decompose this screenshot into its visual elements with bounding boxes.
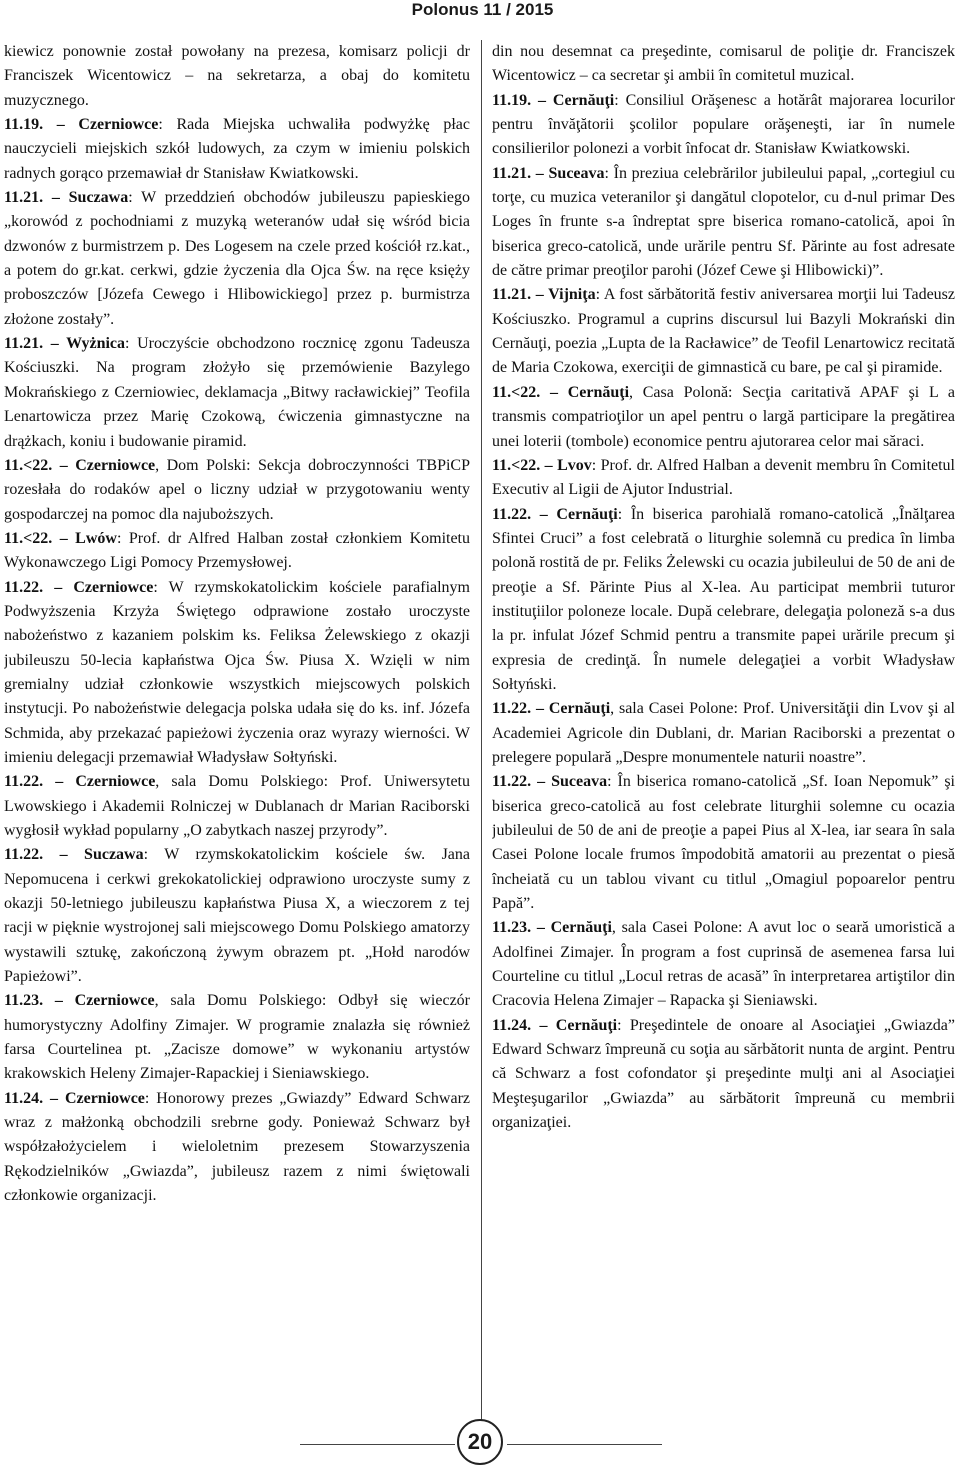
chronicle-entry: [4, 186, 470, 332]
footer-rule-left: [300, 1444, 455, 1445]
chronicle-entry: [4, 576, 470, 771]
chronicle-entry: [4, 1087, 470, 1209]
chronicle-entry: [492, 89, 955, 162]
chronicle-entry: [4, 527, 470, 576]
entry-date: 11.22. –: [492, 700, 549, 718]
entry-place: Lvov: [557, 456, 592, 474]
chronicle-entry: [4, 454, 470, 527]
entry-text: : W przeddzień obchodów jubileuszu papieskiego „korowód z pochodniami z muzyką weteranów udał się wśród bicia dzwonów z burmistrzem p. Des Logesem na czele przed kościół rz.kat., a potem do gr.kat. cerkwi, gdzie życzenia dla Ojca Św. na ręce księży proboszczów [Józefa Cewego i Hlibowickiego] przez p. burmistrza złożone zostały”.: [4, 189, 470, 328]
chronicle-entry: [492, 1014, 955, 1136]
entry-date: 11.<22. –: [4, 529, 76, 547]
entry-date: 11.22. –: [4, 846, 85, 864]
chronicle-entry: [4, 113, 470, 186]
entry-place: Suceava: [551, 773, 608, 791]
entry-date: 11.24. –: [492, 1016, 556, 1034]
entry-text: : Prof. dr. Alfred Halban a devenit membru în Comitetul Executiv al Ligii de Ajutor Industrial.: [492, 456, 955, 499]
entry-text: , sala Domu Polskiego: Odbył się wieczór humorystyczny Adolfiny Zimajer. W programie znalazła się również farsa Courtelinea pt. „Zacisze domowe” w wykonaniu artystów krakowskich Heleny Zimajer-Rapackiej i Sieniawskiego.: [4, 992, 470, 1083]
chronicle-entry: [492, 381, 955, 454]
entry-place: Suczawa: [68, 189, 129, 207]
page-number: 20: [467, 1429, 493, 1454]
entry-text: : În biserica romano-catolică „Sf. Ioan Nepomuk” şi biserica greco-catolică au fost celebrate liturghii solemne cu ocazia jubileului de 50 de ani de preoţie a papei Pius al X-lea, iar seara în sala Casei Polone locale frumos împodobită amatorii au prezentat o piesă încheiată cu un tablou vivant cu titlul „Omagiul popoarelor pentru Papă”.: [492, 773, 955, 913]
entry-text: : Honorowy prezes „Gwiazdy” Edward Schwarz wraz z małżonką obchodzili srebrne gody. Ponieważ Schwarz był współzałożycielem i wieloletnim prezesem Stowarzyszenia Rękodzielników „Gwiazda”, jubileusz razem z nimi świętowali członkowie organizacji.: [4, 1089, 470, 1205]
paragraph-continuation: [4, 40, 470, 113]
page-number-badge: [457, 1419, 503, 1465]
chronicle-entry: [492, 770, 955, 916]
entry-date: 11.<22. –: [492, 456, 558, 474]
entry-date: 11.24. –: [4, 1089, 65, 1107]
entry-text: : W rzymskokatolickim kościele parafialnym Podwyższenia Krzyża Świętego odprawione zostało uroczyste nabożeństwo z kazaniem polskim ks. Feliksa Żelewskiego z okazji jubileuszu 50-lecia kapłaństwa Ojca Św. Piusa X. Wzięli w nim gremialny udział członkowie wszystkich miejscowych polskich instytucji. Po nabożeństwie delegacja polska udała się do ks. inf. Józefa Schmida, aby przekazać papieżowi życzenia oraz wyrazy wierności. W imieniu delegacji przemawiał Władysław Sołtyński.: [4, 578, 470, 766]
right-column-romanian: [492, 40, 955, 1440]
entry-place: Czerniowce: [78, 116, 159, 134]
entry-place: Cernăuţi: [550, 919, 612, 937]
entry-text: , Casa Polonă: Secţia caritativă APAF şi L a transmis compatrioţilor un apel pentru o largă participare la pregătirea unei loterii (tombole) economice pentru ajutorarea celor mai săraci.: [492, 383, 955, 450]
chronicle-entry: [4, 989, 470, 1086]
chronicle-entry: [4, 332, 470, 454]
entry-place: Czerniowce: [75, 456, 156, 474]
chronicle-entry: [492, 697, 955, 770]
entry-text: , sala Casei Polone: Prof. Universităţii din Lvov şi al Academiei Agricole din Dublani, dr. Marian Raciborski a prezentat o prelegere populară „Despre monumentele naturii noastre”.: [492, 700, 955, 766]
entry-place: Vijniţa: [548, 286, 596, 304]
entry-text: , sala Casei Polone: A avut loc o seară umoristică a Adolfinei Zimajer. În program a fost cuprinsă de asemenea farsa lui Courteline cu titlul „Locul retras de acasă” în interpretarea artiştilor din Cracovia Helena Zimajer – Rapacka şi Sieniawski.: [492, 919, 955, 1010]
entry-text: : În preziua celebrărilor jubileului papal, „cortegiul cu torţe, cu muzica veteranilor şi dangătul clopotelor, cu d-nul primar Des Loges în frunte s-a îndreptat spre biserica romano-catolică, apoi în biserica greco-catolică, unde urările pentru Sf. Părinte au fost adresate de către primar preoţilor parohi (Józef Cewe şi Hlibowicki)”.: [492, 164, 955, 280]
entry-place: Cernăuţi: [548, 700, 611, 718]
entry-place: Wyżnica: [66, 335, 126, 353]
entry-date: 11.22. –: [4, 578, 74, 596]
entry-text: : Uroczyście obchodzono rocznicę zgonu Tadeusza Kościuszki. Na program złożyło się przemówienie Bazylego Mokrańskiego z Czerniowiec, deklamacja „Bitwy racławickiej” Teofila Lenartowicza przez Marię Czokową, ćwiczenia gimnastyczne na drążkach, koniu i budowanie piramid.: [4, 335, 470, 450]
chronicle-entry: [492, 283, 955, 380]
chronicle-entry: [4, 770, 470, 843]
entry-text: , sala Domu Polskiego: Prof. Uniwersytetu Lwowskiego i Akademii Rolniczej w Dublanach dr Marian Raciborski wygłosił wykład popularny „O zabytkach naszej przyrody”.: [4, 773, 470, 839]
chronicle-entry: [492, 454, 955, 503]
chronicle-entry: [492, 916, 955, 1013]
entry-place: Cernăuţi: [552, 91, 615, 109]
entry-place: Suceava: [548, 164, 605, 182]
entry-text: : Rada Miejska uchwaliła podwyżkę płac nauczycieli miejskich szkół ludowych, za czym w imieniu polskich radnych gorąco przemawiał dr Stanisław Kwiatkowski.: [4, 116, 470, 182]
entry-place: Czerniowce: [74, 992, 155, 1010]
entry-place: Suczawa: [84, 846, 144, 864]
entry-place: Cernăuţi: [567, 383, 630, 401]
footer-rule-right: [507, 1444, 662, 1445]
entry-text: : Prof. dr Alfred Halban został członkiem Komitetu Wykonawczego Ligi Pomocy Przemysłowej.: [4, 529, 470, 572]
entry-date: 11.<22. –: [492, 383, 568, 401]
entry-place: Cernăuţi: [555, 1016, 618, 1034]
entry-text: , Dom Polski: Sekcja dobroczynności TBPiCP rozesłała do rodaków apel o liczny udział w przygotowaniu wenty gospodarczej na pomoc dla najuboższych.: [4, 456, 470, 523]
entry-date: 11.19. –: [4, 116, 79, 134]
entry-date: 11.21. –: [492, 286, 549, 304]
chronicle-entry: [492, 162, 955, 284]
chronicle-entry: [492, 503, 955, 698]
entry-date: 11.<22. –: [4, 456, 76, 474]
entry-date: 11.22. –: [4, 773, 76, 791]
paragraph-text: kiewicz ponownie został powołany na prezesa, komisarz policji dr Franciszek Wicentowicz – na sekretarza, a obaj do komitetu muzycznego.: [4, 43, 470, 109]
entry-text: : A fost sărbătorită festiv aniversarea morţii lui Tadeusz Kościuszko. Programul a cuprins discursul lui Bazyli Mokrański din Cernăuţi, poezia „Lupta de la Racławice” de Teofil Lenartowicz recitată de Maria Czokowa, exerciţii de gimnastică cu bare, pe cal şi piramide.: [492, 286, 955, 377]
entry-date: 11.22. –: [492, 505, 557, 523]
entry-text: : W rzymskokatolickim kościele św. Jana Nepomucena i cerkwi grekokatolickiej odprawiono uroczyste sumy z okazji 50-letniego jubileuszu kapłaństwa Piusa X, a wieczorem z tej racji w pięknie wystrojonej sali miejscowego Domu Polskiego amatorzy wystawili sztukę, zakończoną żywym obrazem pt. „Hołd narodów Papieżowi”.: [4, 846, 470, 986]
entry-date: 11.21. –: [492, 164, 549, 182]
column-divider: [481, 40, 482, 1425]
entry-place: Czerniowce: [73, 578, 154, 596]
entry-date: 11.19. –: [492, 91, 553, 109]
entry-place: Lwów: [75, 529, 117, 547]
chronicle-entry: [4, 843, 470, 989]
entry-date: 11.23. –: [492, 919, 551, 937]
entry-text: : În biserica parohială romano-catolică „Înălţarea Sfintei Cruci” a fost celebrată o liturghie solemnă cu predica în limba polonă rostită de pr. Feliks Żelewski cu ocazia jubileului de 50 de ani de preoţie a Sf. Părinte Pius al X-lea. Au participat membrii tuturor instituţiilor poloneze locale. După celebrare, delegaţia poloneză s-a dus la pr. infulat Józef Schmid pentru a transmite papei urările precum şi expresia de credinţă. În numele delegaţiei a vorbit Władysław Sołtyński.: [492, 505, 955, 693]
entry-place: Czerniowce: [64, 1089, 145, 1107]
entry-text: : Consiliul Orăşenesc a hotărât majorarea locurilor pentru învăţătorii şcolilor populare orăşeneşti, iar în numele consilierilor polonezi a vorbit înfocat dr. Stanisław Kwiatkowski.: [492, 91, 955, 158]
paragraph-continuation: [492, 40, 955, 89]
page-header: Polonus 11 / 2015: [411, 0, 554, 19]
left-column-polish: [4, 40, 470, 1440]
entry-date: 11.21. –: [4, 335, 67, 353]
entry-text: : Preşedintele de onoare al Asociaţiei „Gwiazda” Edward Schwarz împreună cu soţia au sărbătorit nunta de argint. Pentru că Schwarz a fost cofondator şi preşedinte mulţi ani al Asociaţiei Meşteşugarilor „Gwiazda” au sărbătorit împreună cu membrii organizaţiei.: [492, 1016, 955, 1132]
entry-date: 11.22. –: [492, 773, 552, 791]
paragraph-text: din nou desemnat ca preşedinte, comisarul de poliţie dr. Franciszek Wicentowicz – ca secretar şi ambii în comitetul muzical.: [492, 43, 955, 85]
entry-date: 11.21. –: [4, 189, 69, 207]
entry-date: 11.23. –: [4, 992, 75, 1010]
entry-place: Cernăuţi: [556, 505, 618, 523]
entry-place: Czerniowce: [75, 773, 156, 791]
